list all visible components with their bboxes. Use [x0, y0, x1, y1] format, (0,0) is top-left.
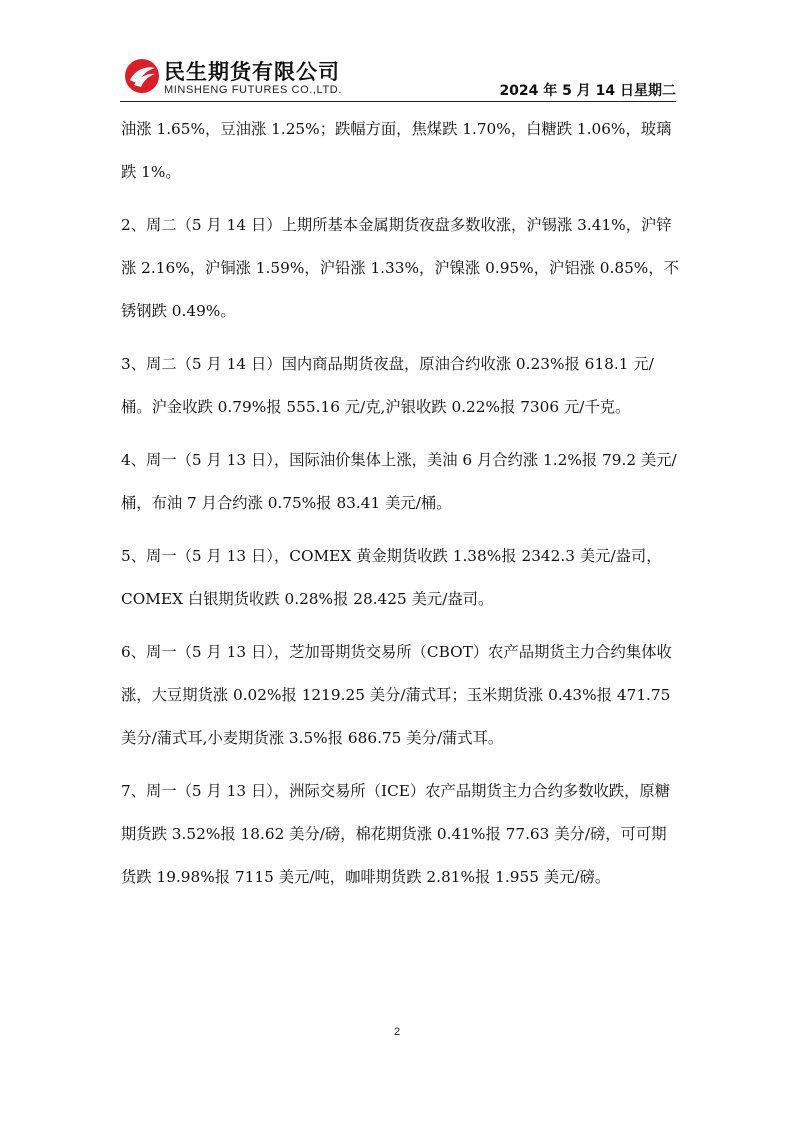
- news-paragraph-7: 7、周一（5 月 13 日），洲际交易所（ICE）农产品期货主力合约多数收跌，原糖期货跌 3.52%报 18.62 美分/磅，棉花期货涨 0.41%报 77.63 美分/磅，可可期货跌 19.98%报 7115 美元/吨，咖啡期货跌 2.81%报 1.955 美元/磅。: [121, 782, 670, 886]
- page-header: [120, 52, 676, 102]
- logo-emblem-icon: [124, 58, 160, 94]
- page-number: 2: [393, 1026, 401, 1038]
- report-date: 2024 年 5 月 14 日星期二: [499, 83, 676, 99]
- logo-english-name: MINSHENG FUTURES CO.,LTD.: [164, 84, 342, 96]
- logo-chinese-name: 民生期货有限公司: [164, 60, 340, 84]
- company-logo: [124, 56, 364, 100]
- news-paragraph-4: 4、周一（5 月 13 日），国际油价集体上涨，美油 6 月合约涨 1.2%报 79.2 美元/桶，布油 7 月合约涨 0.75%报 83.41 美元/桶。: [121, 451, 677, 512]
- news-paragraph-5: 5、周一（5 月 13 日），COMEX 黄金期货收跌 1.38%报 2342.3 美元/盎司，COMEX 白银期货收跌 0.28%报 28.425 美元/盎司。: [121, 547, 662, 608]
- news-paragraph-2: 2、周二（5 月 14 日）上期所基本金属期货夜盘多数收涨，沪锡涨 3.41%，沪锌涨 2.16%，沪铜涨 1.59%，沪铅涨 1.33%，沪镍涨 0.95%，沪铝涨 0.85%，不锈钢跌 0.49%。: [121, 216, 679, 320]
- news-paragraph-6: 6、周一（5 月 13 日），芝加哥期货交易所（CBOT）农产品期货主力合约集体收涨，大豆期货涨 0.02%报 1219.25 美分/蒲式耳；玉米期货涨 0.43%报 471.75 美分/蒲式耳,小麦期货涨 3.5%报 686.75 美分/蒲式耳。: [121, 643, 672, 747]
- news-paragraph-3: 3、周二（5 月 14 日）国内商品期货夜盘，原油合约收涨 0.23%报 618.1 元/桶。沪金收跌 0.79%报 555.16 元/克,沪银收跌 0.22%报 7306 元/千克。: [121, 355, 654, 416]
- header-divider: [120, 101, 676, 102]
- news-paragraph-continued: 油涨 1.65%，豆油涨 1.25%；跌幅方面，焦煤跌 1.70%，白糖跌 1.06%，玻璃跌 1%。: [121, 120, 672, 181]
- report-body: [121, 108, 681, 909]
